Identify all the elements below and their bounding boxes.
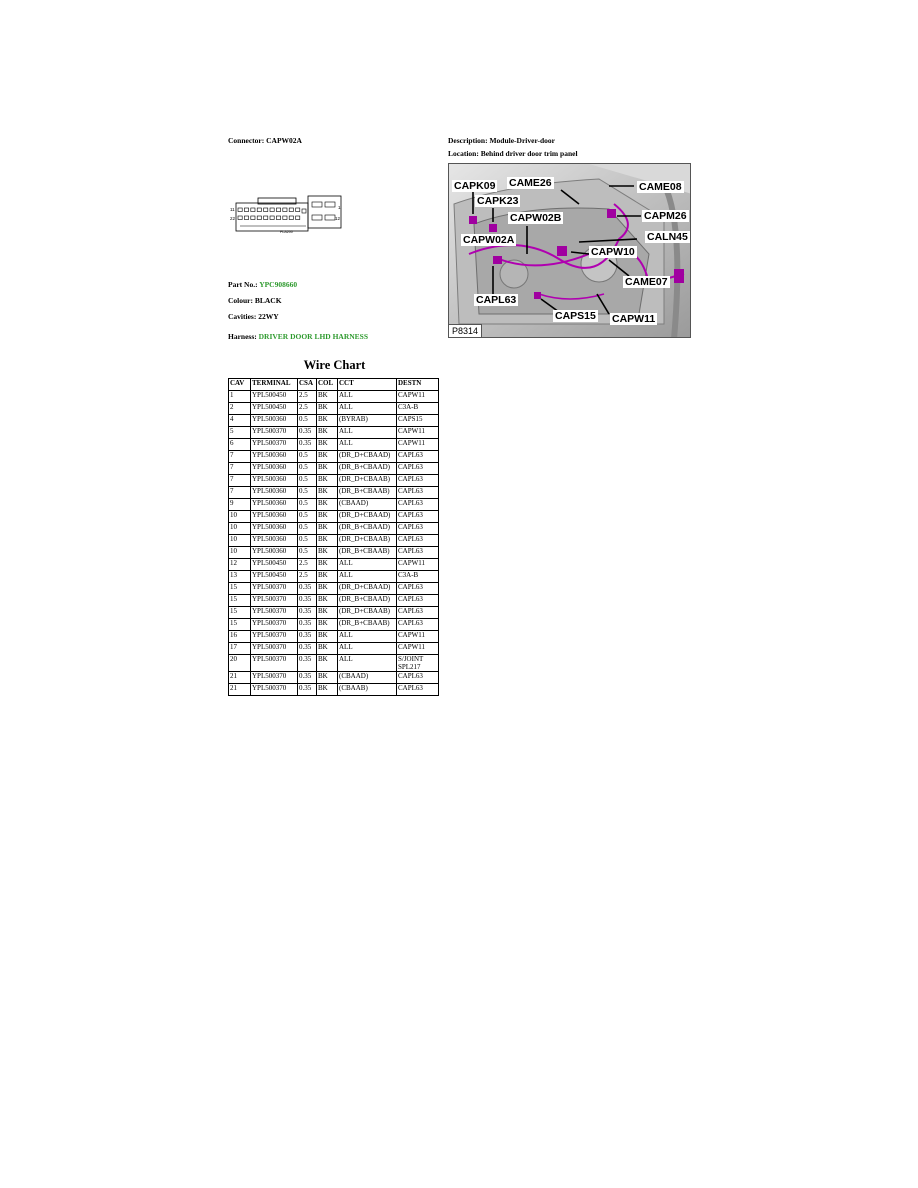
connector-pin xyxy=(244,216,248,220)
cell-col: BK xyxy=(317,439,338,451)
connector-pin xyxy=(276,216,280,220)
cell-destn: CAPL63 xyxy=(397,547,439,559)
colour-line xyxy=(228,296,282,305)
cell-col: BK xyxy=(317,463,338,475)
cell-cct: (DR_D+CBAAB) xyxy=(338,475,397,487)
cell-terminal: YPL500370 xyxy=(251,672,298,684)
cell-csa: 0.35 xyxy=(298,607,317,619)
cell-terminal: YPL500370 xyxy=(251,583,298,595)
cell-col: BK xyxy=(317,643,338,655)
cell-col: BK xyxy=(317,427,338,439)
connector-label: Connector: xyxy=(228,136,265,145)
cell-destn: CAPW11 xyxy=(397,391,439,403)
cell-cct: ALL xyxy=(338,427,397,439)
door-location-photo xyxy=(448,163,691,338)
cell-cav: 20 xyxy=(229,655,251,672)
part-number-link[interactable]: YPC908660 xyxy=(259,280,298,289)
cell-destn: CAPL63 xyxy=(397,463,439,475)
cell-col: BK xyxy=(317,595,338,607)
wire-chart-title: Wire Chart xyxy=(303,358,366,372)
wire-chart-table xyxy=(228,378,439,696)
cell-terminal: YPL500370 xyxy=(251,427,298,439)
cell-cav: 21 xyxy=(229,672,251,684)
cell-destn: CAPL63 xyxy=(397,487,439,499)
cell-terminal: YPL500370 xyxy=(251,643,298,655)
cell-cav: 16 xyxy=(229,631,251,643)
cell-cav: 2 xyxy=(229,403,251,415)
cell-csa: 2.5 xyxy=(298,559,317,571)
cell-terminal: YPL500360 xyxy=(251,535,298,547)
table-header-row xyxy=(229,379,439,391)
cell-csa: 2.5 xyxy=(298,571,317,583)
cell-col: BK xyxy=(317,559,338,571)
table-row xyxy=(229,643,439,655)
cell-destn: C3A-B xyxy=(397,571,439,583)
cell-col: BK xyxy=(317,475,338,487)
callout-capw02b: CAPW02B xyxy=(510,212,562,224)
connector-pin xyxy=(296,216,300,220)
harness-link[interactable]: DRIVER DOOR LHD HARNESS xyxy=(258,332,369,341)
cell-destn: CAPL63 xyxy=(397,684,439,696)
cell-csa: 0.35 xyxy=(298,439,317,451)
connector-pin xyxy=(257,208,261,212)
cell-cav: 15 xyxy=(229,595,251,607)
cell-cct: ALL xyxy=(338,559,397,571)
table-row xyxy=(229,523,439,535)
connector-pin xyxy=(276,208,280,212)
cell-col: BK xyxy=(317,391,338,403)
cell-csa: 0.5 xyxy=(298,475,317,487)
connector-line xyxy=(228,136,302,145)
column-header-destn: DESTN xyxy=(397,379,439,391)
cell-cav: 13 xyxy=(229,571,251,583)
cell-csa: 0.5 xyxy=(298,523,317,535)
cell-cav: 15 xyxy=(229,583,251,595)
cell-cct: ALL xyxy=(338,439,397,451)
cell-csa: 0.5 xyxy=(298,463,317,475)
figure-reference: P8314 xyxy=(449,324,482,337)
cell-cct: ALL xyxy=(338,391,397,403)
cell-col: BK xyxy=(317,403,338,415)
cell-cct: (DR_B+CBAAD) xyxy=(338,523,397,535)
cell-destn: CAPL63 xyxy=(397,619,439,631)
callout-capw11: CAPW11 xyxy=(612,313,656,325)
cell-cct: (DR_D+CBAAD) xyxy=(338,451,397,463)
cell-col: BK xyxy=(317,415,338,427)
callout-capm26: CAPM26 xyxy=(644,210,687,222)
callout-caps15: CAPS15 xyxy=(555,310,596,322)
table-row xyxy=(229,684,439,696)
table-row xyxy=(229,451,439,463)
connector-pin xyxy=(238,216,242,220)
cell-col: BK xyxy=(317,655,338,672)
cell-terminal: YPL500360 xyxy=(251,499,298,511)
cell-col: BK xyxy=(317,547,338,559)
location-label: Location: xyxy=(448,149,479,158)
cell-terminal: YPL500360 xyxy=(251,475,298,487)
table-row xyxy=(229,559,439,571)
cell-csa: 0.5 xyxy=(298,511,317,523)
cell-terminal: YPL500360 xyxy=(251,547,298,559)
cell-cav: 12 xyxy=(229,559,251,571)
cell-csa: 0.35 xyxy=(298,631,317,643)
cell-csa: 0.5 xyxy=(298,415,317,427)
connector-pin xyxy=(264,216,268,220)
cell-cct: ALL xyxy=(338,655,397,672)
cell-cav: 7 xyxy=(229,463,251,475)
callout-capw02a: CAPW02A xyxy=(463,234,515,246)
pin-label-12: 12 xyxy=(335,216,341,221)
table-row xyxy=(229,415,439,427)
cell-cct: (CBAAD) xyxy=(338,672,397,684)
cell-terminal: YPL500450 xyxy=(251,391,298,403)
cell-cav: 1 xyxy=(229,391,251,403)
table-row xyxy=(229,427,439,439)
cell-destn: CAPL63 xyxy=(397,607,439,619)
cell-col: BK xyxy=(317,684,338,696)
cell-csa: 0.35 xyxy=(298,583,317,595)
cell-cav: 15 xyxy=(229,607,251,619)
table-row xyxy=(229,391,439,403)
table-row xyxy=(229,403,439,415)
description-line xyxy=(448,136,555,145)
cell-cct: ALL xyxy=(338,571,397,583)
column-header-col: COL xyxy=(317,379,338,391)
harness-line xyxy=(228,332,368,341)
callout-caln45: CALN45 xyxy=(647,231,688,243)
cell-csa: 0.5 xyxy=(298,499,317,511)
cell-terminal: YPL500360 xyxy=(251,523,298,535)
table-row xyxy=(229,672,439,684)
connector-pin xyxy=(244,208,248,212)
cell-terminal: YPL500450 xyxy=(251,403,298,415)
cell-col: BK xyxy=(317,535,338,547)
cell-cct: ALL xyxy=(338,631,397,643)
connector-pin xyxy=(251,216,255,220)
connector-pin xyxy=(289,208,293,212)
pin-label-1: 1 xyxy=(338,205,341,210)
cell-terminal: YPL500370 xyxy=(251,439,298,451)
cell-cav: 10 xyxy=(229,511,251,523)
cell-cav: 10 xyxy=(229,535,251,547)
table-row xyxy=(229,655,439,672)
cell-col: BK xyxy=(317,523,338,535)
column-header-cav: CAV xyxy=(229,379,251,391)
cell-destn: CAPL63 xyxy=(397,475,439,487)
cell-terminal: YPL500370 xyxy=(251,619,298,631)
cell-csa: 0.35 xyxy=(298,672,317,684)
cell-cav: 9 xyxy=(229,499,251,511)
callout-came07: CAME07 xyxy=(625,276,668,288)
cell-col: BK xyxy=(317,499,338,511)
table-row xyxy=(229,583,439,595)
cell-terminal: YPL500370 xyxy=(251,684,298,696)
cell-csa: 0.5 xyxy=(298,535,317,547)
callout-came08: CAME08 xyxy=(639,181,682,193)
cell-destn: CAPL63 xyxy=(397,499,439,511)
cell-cav: 17 xyxy=(229,643,251,655)
table-row xyxy=(229,487,439,499)
connector-pin xyxy=(270,216,274,220)
cell-csa: 0.35 xyxy=(298,643,317,655)
cell-cav: 4 xyxy=(229,415,251,427)
cell-cct: (CBAAB) xyxy=(338,684,397,696)
cell-cav: 5 xyxy=(229,427,251,439)
cell-col: BK xyxy=(317,583,338,595)
cell-destn: CAPL63 xyxy=(397,451,439,463)
cell-cav: 6 xyxy=(229,439,251,451)
colour-value: BLACK xyxy=(254,296,282,305)
pin-label-22: 22 xyxy=(230,216,236,221)
cell-destn: CAPL63 xyxy=(397,595,439,607)
table-row xyxy=(229,607,439,619)
location-line xyxy=(448,149,578,158)
table-row xyxy=(229,439,439,451)
connector-id: CAPW02A xyxy=(266,136,302,145)
cell-destn: CAPL63 xyxy=(397,523,439,535)
connector-pin xyxy=(289,216,293,220)
column-header-csa: CSA xyxy=(298,379,317,391)
connector-pin xyxy=(238,208,242,212)
cell-csa: 0.35 xyxy=(298,684,317,696)
callout-capl63: CAPL63 xyxy=(476,294,517,306)
cell-col: BK xyxy=(317,631,338,643)
cell-cct: (DR_B+CBAAB) xyxy=(338,619,397,631)
cell-cav: 21 xyxy=(229,684,251,696)
pin-label-11: 11 xyxy=(230,207,235,212)
cavities-line xyxy=(228,312,279,321)
cell-destn: CAPL63 xyxy=(397,672,439,684)
table-row xyxy=(229,463,439,475)
cell-destn: CAPL63 xyxy=(397,511,439,523)
cell-csa: 0.5 xyxy=(298,487,317,499)
cell-cct: (DR_B+CBAAD) xyxy=(338,463,397,475)
cell-terminal: YPL500360 xyxy=(251,487,298,499)
column-header-terminal: TERMINAL xyxy=(251,379,298,391)
cell-terminal: YPL500360 xyxy=(251,415,298,427)
cell-destn: CAPL63 xyxy=(397,583,439,595)
part-number-label: Part No.: xyxy=(228,280,258,289)
connector-pin xyxy=(251,208,255,212)
colour-label: Colour: xyxy=(228,296,253,305)
cavities-value: 22WY xyxy=(258,312,279,321)
connector-pin xyxy=(296,208,300,212)
cell-terminal: YPL500360 xyxy=(251,451,298,463)
cell-cct: ALL xyxy=(338,403,397,415)
cell-col: BK xyxy=(317,487,338,499)
cell-cct: (DR_B+CBAAB) xyxy=(338,547,397,559)
cell-cct: (DR_B+CBAAB) xyxy=(338,487,397,499)
cell-terminal: YPL500450 xyxy=(251,559,298,571)
cell-destn: CAPW11 xyxy=(397,439,439,451)
part-number-line xyxy=(228,280,297,289)
cell-destn: CAPL63 xyxy=(397,535,439,547)
description-value: Module-Driver-door xyxy=(489,136,555,145)
cell-destn: CAPW11 xyxy=(397,427,439,439)
cell-csa: 2.5 xyxy=(298,403,317,415)
wire-chart-body xyxy=(229,391,439,696)
cell-csa: 0.35 xyxy=(298,427,317,439)
cell-cct: (BYRAB) xyxy=(338,415,397,427)
cell-cct: (DR_D+CBAAD) xyxy=(338,583,397,595)
cell-col: BK xyxy=(317,619,338,631)
cell-csa: 0.5 xyxy=(298,547,317,559)
column-header-cct: CCT xyxy=(338,379,397,391)
description-label: Description: xyxy=(448,136,488,145)
callout-capw10: CAPW10 xyxy=(591,246,635,258)
table-row xyxy=(229,571,439,583)
cell-terminal: YPL500360 xyxy=(251,463,298,475)
cell-cct: ALL xyxy=(338,643,397,655)
cell-cav: 15 xyxy=(229,619,251,631)
connector-code: PLA200 xyxy=(280,230,293,234)
cell-cav: 7 xyxy=(229,451,251,463)
cell-terminal: YPL500370 xyxy=(251,631,298,643)
cell-col: BK xyxy=(317,571,338,583)
cell-col: BK xyxy=(317,511,338,523)
cell-col: BK xyxy=(317,672,338,684)
connector-pin xyxy=(283,208,287,212)
callout-capk23: CAPK23 xyxy=(477,195,519,207)
cell-cav: 7 xyxy=(229,475,251,487)
connector-pin xyxy=(264,208,268,212)
cell-destn: S/JOINT SPL217 xyxy=(397,655,439,672)
table-row xyxy=(229,595,439,607)
cell-terminal: YPL500370 xyxy=(251,595,298,607)
cell-destn: CAPW11 xyxy=(397,643,439,655)
cell-destn: CAPS15 xyxy=(397,415,439,427)
cell-terminal: YPL500450 xyxy=(251,571,298,583)
cell-csa: 0.35 xyxy=(298,655,317,672)
table-row xyxy=(229,547,439,559)
cell-cav: 7 xyxy=(229,487,251,499)
location-value: Behind driver door trim panel xyxy=(480,149,578,158)
table-row xyxy=(229,631,439,643)
table-row xyxy=(229,499,439,511)
harness-label: Harness: xyxy=(228,332,257,341)
cell-col: BK xyxy=(317,607,338,619)
cell-csa: 0.35 xyxy=(298,595,317,607)
cell-cct: (CBAAD) xyxy=(338,499,397,511)
connector-pin xyxy=(283,216,287,220)
cell-csa: 2.5 xyxy=(298,391,317,403)
cell-cct: (DR_D+CBAAD) xyxy=(338,511,397,523)
cavities-label: Cavities: xyxy=(228,312,257,321)
connector-face-diagram xyxy=(228,188,344,234)
cell-destn: CAPW11 xyxy=(397,559,439,571)
cell-csa: 0.35 xyxy=(298,619,317,631)
cell-cct: (DR_D+CBAAB) xyxy=(338,607,397,619)
cell-cct: (DR_D+CBAAB) xyxy=(338,535,397,547)
cell-cav: 10 xyxy=(229,547,251,559)
table-row xyxy=(229,475,439,487)
cell-terminal: YPL500370 xyxy=(251,655,298,672)
cell-cct: (DR_B+CBAAD) xyxy=(338,595,397,607)
cell-col: BK xyxy=(317,451,338,463)
cell-csa: 0.5 xyxy=(298,451,317,463)
cell-cav: 10 xyxy=(229,523,251,535)
table-row xyxy=(229,619,439,631)
callout-came26: CAME26 xyxy=(509,177,552,189)
connector-pin xyxy=(257,216,261,220)
connector-pin xyxy=(270,208,274,212)
callout-capk09: CAPK09 xyxy=(454,180,496,192)
cell-destn: C3A-B xyxy=(397,403,439,415)
table-row xyxy=(229,511,439,523)
cell-destn: CAPW11 xyxy=(397,631,439,643)
cell-terminal: YPL500360 xyxy=(251,511,298,523)
table-row xyxy=(229,535,439,547)
cell-terminal: YPL500370 xyxy=(251,607,298,619)
